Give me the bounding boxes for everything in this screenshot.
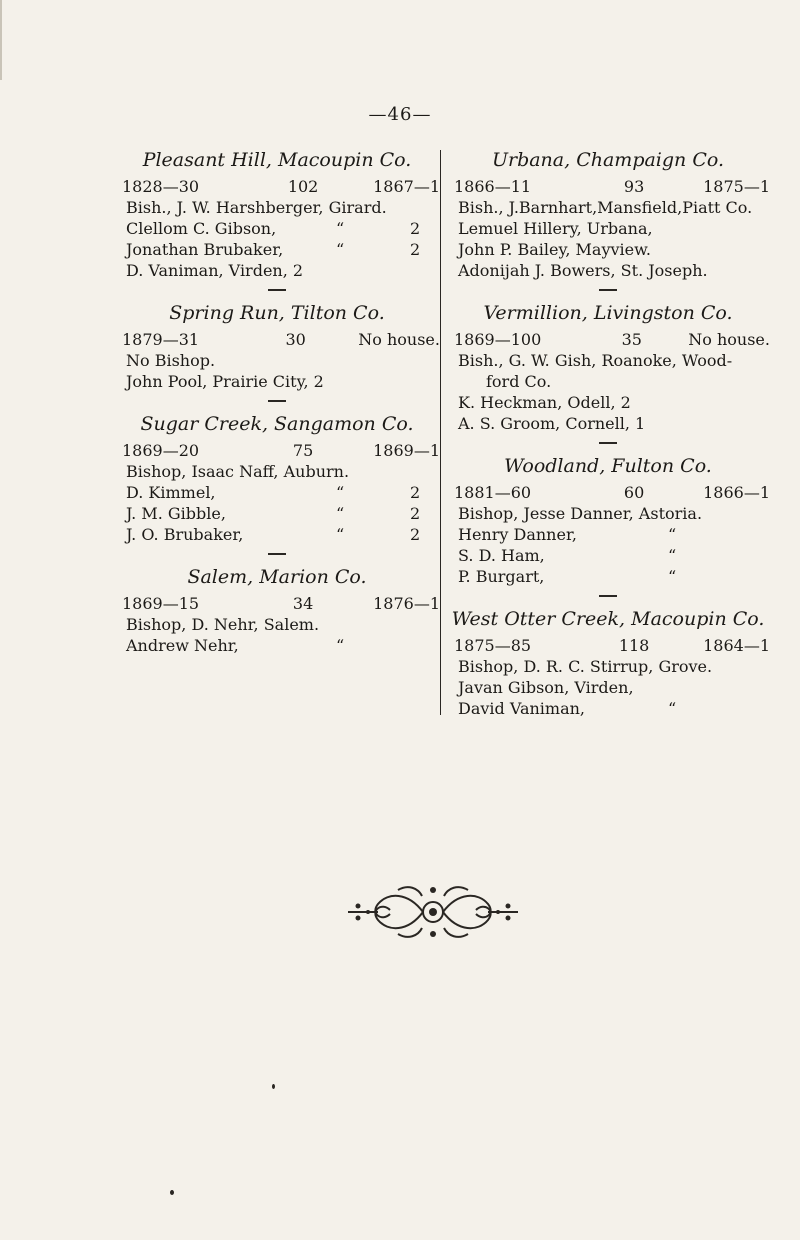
member-name: J. O. Brubaker, (126, 525, 244, 544)
page-number: —46— (368, 104, 432, 125)
stat-value: 1869—100 (454, 330, 542, 349)
member-name: Adonijah J. Bowers, St. Joseph. (458, 261, 708, 280)
congregation-stats (446, 176, 770, 197)
congregation-stats (114, 440, 440, 461)
stat-value: 93 (623, 177, 645, 196)
member-line (446, 239, 770, 260)
decorative-ornament-icon (338, 882, 528, 942)
member-line (114, 461, 440, 482)
stat-value: 1875—85 (454, 636, 532, 655)
ditto-mark: “ (336, 525, 345, 544)
stat-value: 30 (285, 330, 306, 349)
entry-separator (599, 442, 617, 444)
stat-value: 1875—1 (703, 177, 770, 196)
member-count: 2 (410, 240, 421, 259)
member-name: John Pool, Prairie City, 2 (126, 372, 324, 391)
member-name: Lemuel Hillery, Urbana, (458, 219, 653, 238)
member-name: Jonathan Brubaker, (126, 240, 284, 259)
member-line (446, 413, 770, 434)
member-line (446, 566, 770, 587)
entry-separator (268, 553, 286, 555)
congregation-stats (446, 482, 770, 503)
congregation-heading: Vermillion, Livingston Co. (483, 302, 733, 324)
ditto-mark: “ (668, 567, 677, 586)
member-line (446, 524, 770, 545)
stat-value: 35 (621, 330, 642, 349)
member-line (114, 197, 440, 218)
stat-value: 60 (623, 483, 645, 502)
stat-value: 1869—1 (373, 441, 440, 460)
member-count: 2 (410, 219, 421, 238)
member-name: J. M. Gibble, (126, 504, 226, 523)
congregation-heading: Pleasant Hill, Macoupin Co. (142, 149, 412, 171)
member-name: No Bishop. (126, 351, 216, 370)
member-line (114, 218, 440, 239)
member-name: Bishop, D. Nehr, Salem. (126, 615, 320, 634)
member-line (446, 392, 770, 413)
member-line (114, 350, 440, 371)
member-name: D. Vaniman, Virden, 2 (126, 261, 304, 280)
stat-value: 1879—31 (122, 330, 200, 349)
congregation-stats (446, 635, 770, 656)
page-edge-shadow (0, 0, 12, 80)
stat-value: 1876—1 (373, 594, 440, 613)
entry-separator (268, 289, 286, 291)
member-line (446, 260, 770, 281)
member-name: K. Heckman, Odell, 2 (458, 393, 631, 412)
congregation-heading: Sugar Creek, Sangamon Co. (140, 413, 414, 435)
member-line (446, 677, 770, 698)
member-line (114, 239, 440, 260)
column-divider (440, 150, 441, 715)
congregation-entry (114, 299, 440, 392)
congregation-entry (446, 452, 770, 587)
stat-value: 1869—20 (122, 441, 200, 460)
member-name: P. Burgart, (458, 567, 545, 586)
stat-value: 34 (292, 594, 314, 613)
member-name: Javan Gibson, Virden, (458, 678, 634, 697)
member-line (446, 350, 770, 371)
congregation-heading: Urbana, Champaign Co. (491, 149, 725, 171)
ditto-mark: “ (668, 525, 677, 544)
member-line (446, 371, 770, 392)
left-column (114, 146, 440, 656)
ditto-mark: “ (336, 219, 345, 238)
stat-value: 1869—15 (122, 594, 200, 613)
print-speck (170, 1190, 174, 1195)
member-name: Bish., J.Barnhart,Mansfield,Piatt Co. (458, 198, 753, 217)
member-line (114, 260, 440, 281)
member-line (114, 614, 440, 635)
member-name: Bishop, Isaac Naff, Auburn. (126, 462, 350, 481)
stat-value: 1828—30 (122, 177, 200, 196)
member-count: 2 (410, 483, 421, 502)
stat-value: 1881—60 (454, 483, 532, 502)
congregation-stats (446, 329, 770, 350)
print-speck (272, 1084, 275, 1089)
stat-value: 75 (292, 441, 314, 460)
ditto-mark: “ (668, 546, 677, 565)
member-line (114, 371, 440, 392)
congregation-entry (114, 563, 440, 656)
ditto-mark: “ (668, 699, 677, 718)
member-line (446, 218, 770, 239)
congregation-heading: Spring Run, Tilton Co. (169, 302, 385, 324)
congregation-stats (114, 329, 440, 350)
member-count: 2 (410, 525, 421, 544)
entry-separator (268, 400, 286, 402)
member-name: A. S. Groom, Cornell, 1 (458, 414, 646, 433)
congregation-stats (114, 593, 440, 614)
member-name: Bishop, Jesse Danner, Astoria. (458, 504, 703, 523)
member-line (446, 197, 770, 218)
ditto-mark: “ (336, 483, 345, 502)
entry-separator (599, 595, 617, 597)
member-count: 2 (410, 504, 421, 523)
member-name: Henry Danner, (458, 525, 577, 544)
member-line (446, 656, 770, 677)
entry-separator (599, 289, 617, 291)
member-name: Bishop, D. R. C. Stirrup, Grove. (458, 657, 713, 676)
congregation-entry (446, 146, 770, 281)
ditto-mark: “ (336, 504, 345, 523)
member-line (446, 503, 770, 524)
stat-value: 102 (287, 177, 319, 196)
member-line (446, 545, 770, 566)
congregation-entry (114, 410, 440, 545)
member-line (114, 524, 440, 545)
ditto-mark: “ (336, 636, 345, 655)
stat-value: No house. (358, 330, 440, 349)
congregation-heading: Salem, Marion Co. (187, 566, 367, 588)
stat-value: 1866—1 (703, 483, 770, 502)
congregation-entry (446, 605, 770, 719)
member-line (114, 503, 440, 524)
member-line (114, 635, 440, 656)
member-line (114, 482, 440, 503)
congregation-entry (446, 299, 770, 434)
member-name: Bish., G. W. Gish, Roanoke, Wood- (458, 351, 733, 370)
stat-value: 118 (618, 636, 650, 655)
member-name: D. Kimmel, (126, 483, 216, 502)
ditto-mark: “ (336, 240, 345, 259)
congregation-entry (114, 146, 440, 281)
stat-value: No house. (688, 330, 770, 349)
stat-value: 1864—1 (703, 636, 770, 655)
member-name: Clellom C. Gibson, (126, 219, 277, 238)
member-line (446, 698, 770, 719)
stat-value: 1866—11 (454, 177, 532, 196)
member-name: ford Co. (486, 372, 552, 391)
member-name: John P. Bailey, Mayview. (458, 240, 651, 259)
congregation-heading: West Otter Creek, Macoupin Co. (451, 608, 765, 630)
congregation-heading: Woodland, Fulton Co. (504, 455, 712, 477)
member-name: S. D. Ham, (458, 546, 545, 565)
member-name: Bish., J. W. Harshberger, Girard. (126, 198, 387, 217)
member-name: Andrew Nehr, (126, 636, 239, 655)
stat-value: 1867—1 (373, 177, 440, 196)
right-column (446, 146, 770, 719)
member-name: David Vaniman, (458, 699, 585, 718)
congregation-stats (114, 176, 440, 197)
